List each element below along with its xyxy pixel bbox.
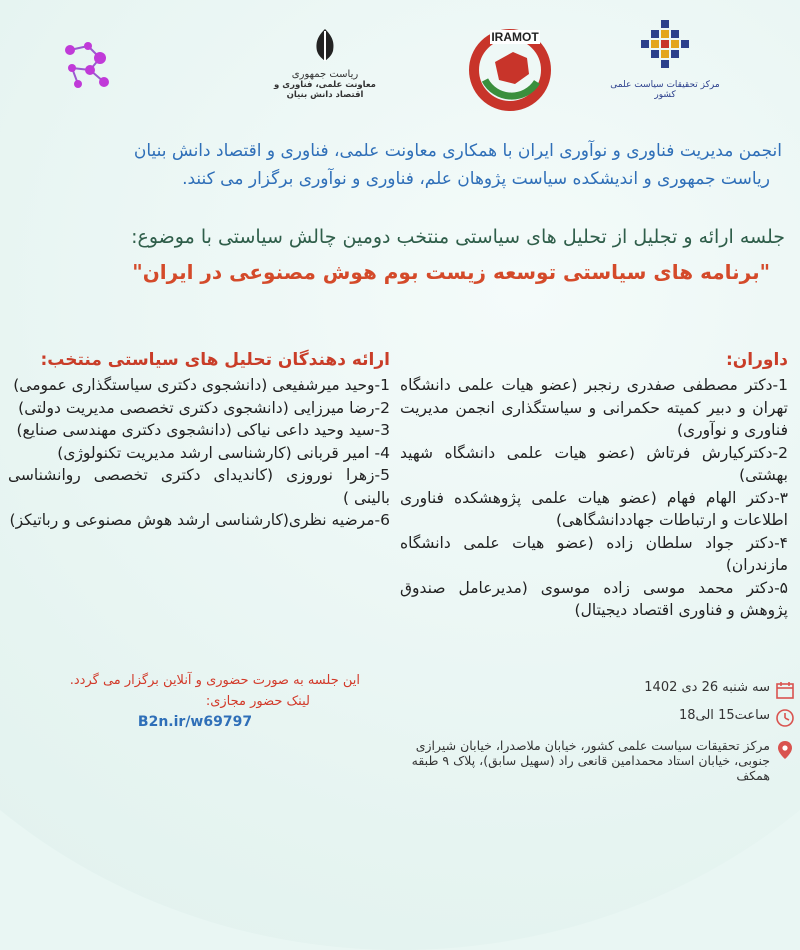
location-pin-icon [775, 740, 795, 760]
iran-emblem-icon [305, 25, 345, 65]
iramot-emblem-icon [465, 22, 555, 112]
online-notice [30, 670, 360, 733]
presenter-item: 6-مرضیه نظری(کارشناسی ارشد هوش مصنوعی و رباتیکز) [9, 511, 390, 529]
research-center-label: مرکز تحقیقات سیاست علمی کشور [610, 80, 720, 100]
online-notice-text: این جلسه به صورت حضوری و آنلاین برگزار می گردد. [69, 673, 360, 688]
presenter-item: 5-زهرا نوروزی (کاندیدای دکتری تخصصی روانشناسی بالینی ) [8, 466, 390, 507]
virtual-link-label: لینک حضور مجازی: [205, 694, 310, 709]
presenter-item: 3-سید وحید داعی نیاکی (دانشجوی دکتری مهندسی صنایع) [16, 421, 390, 439]
research-center-logo [605, 18, 725, 100]
time-text: ساعت15 الی18 [678, 708, 770, 723]
presidency-label-2: معاونت علمی، فناوری و اقتصاد دانش بنیان [274, 80, 376, 100]
judge-item: ۳-دکتر الهام فهام (عضو هیات علمی پژوهشکده فناوری اطلاعات و ارتباطات جهاددانشگاهی) [400, 488, 788, 529]
presenter-item: 4- امیر قربانی (کارشناسی ارشد مدیریت تکنولوژی) [57, 443, 390, 462]
address-text: مرکز تحقیقات سیاست علمی کشور، خیابان ملاصدرا، خیابان شیرازی جنوبی، خیابان استاد محمدامین قانعی راد (سهیل سابق)، پلاک ۹ طبقه همکف [411, 738, 770, 783]
judges-heading: داوران: [725, 350, 788, 370]
presenter-item: 1-وحید میرشفیعی (دانشجوی دکتری سیاستگذاری عمومی) [13, 376, 390, 394]
judge-item: 1-دکتر مصطفی صفدری رنجبر (عضو هیات علمی دانشگاه تهران و دبیر کمیته حکمرانی و سیاستگذاری انجمن مدیریت فناوری و نوآوری) [400, 376, 788, 439]
network-logo [60, 38, 130, 102]
calendar-icon [775, 680, 795, 700]
intro-line-2: ریاست جمهوری و اندیشکده سیاست پژوهان علم، فناوری و نوآوری برگزار می کنند. [182, 169, 770, 189]
judge-item: 2-دکترکیارش فرتاش (عضو هیات علمی دانشگاه شهید بهشتی) [400, 443, 788, 484]
clock-icon [775, 708, 795, 728]
network-molecule-icon [60, 38, 120, 98]
iramot-text: IRAMOT [491, 30, 539, 44]
presidency-logo [260, 25, 390, 100]
judge-item: ۴-دکتر جواد سلطان زاده (عضو هیات علمی دانشگاه مازندران) [400, 533, 788, 574]
time-row [679, 708, 770, 723]
session-line: جلسه ارائه و تجلیل از تحلیل های سیاستی منتخب دومین چالش سیاستی با موضوع: [131, 226, 785, 248]
iramot-logo [465, 22, 565, 116]
presenters-heading: ارائه دهندگان تحلیل های سیاستی منتخب: [40, 350, 390, 370]
date-row [644, 680, 770, 695]
judge-item: ۵-دکتر محمد موسی زاده موسوی (مدیرعامل صندوق پژوهش و فناوری اقتصاد دیجیتال) [400, 578, 788, 619]
presenter-item: 2-رضا میرزایی (دانشجوی دکتری تخصصی مدیریت دولتی) [18, 398, 390, 417]
judges-section [400, 348, 788, 622]
date-text: سه شنبه 26 دی 1402 [644, 680, 770, 695]
presenters-section [8, 348, 390, 532]
intro-paragraph [12, 137, 782, 193]
research-center-emblem-icon [635, 18, 695, 78]
presidency-label-1: ریاست جمهوری [291, 69, 359, 80]
topic-title: "برنامه های سیاستی توسعه زیست بوم هوش مصنوعی در ایران" [132, 260, 770, 284]
virtual-link[interactable]: B2n.ir/w69797 [137, 714, 253, 730]
intro-line-1: انجمن مدیریت فناوری و نوآوری ایران با همکاری معاونت علمی، فناوری و اقتصاد دانش بنیان [133, 141, 782, 161]
address-row [390, 738, 770, 783]
